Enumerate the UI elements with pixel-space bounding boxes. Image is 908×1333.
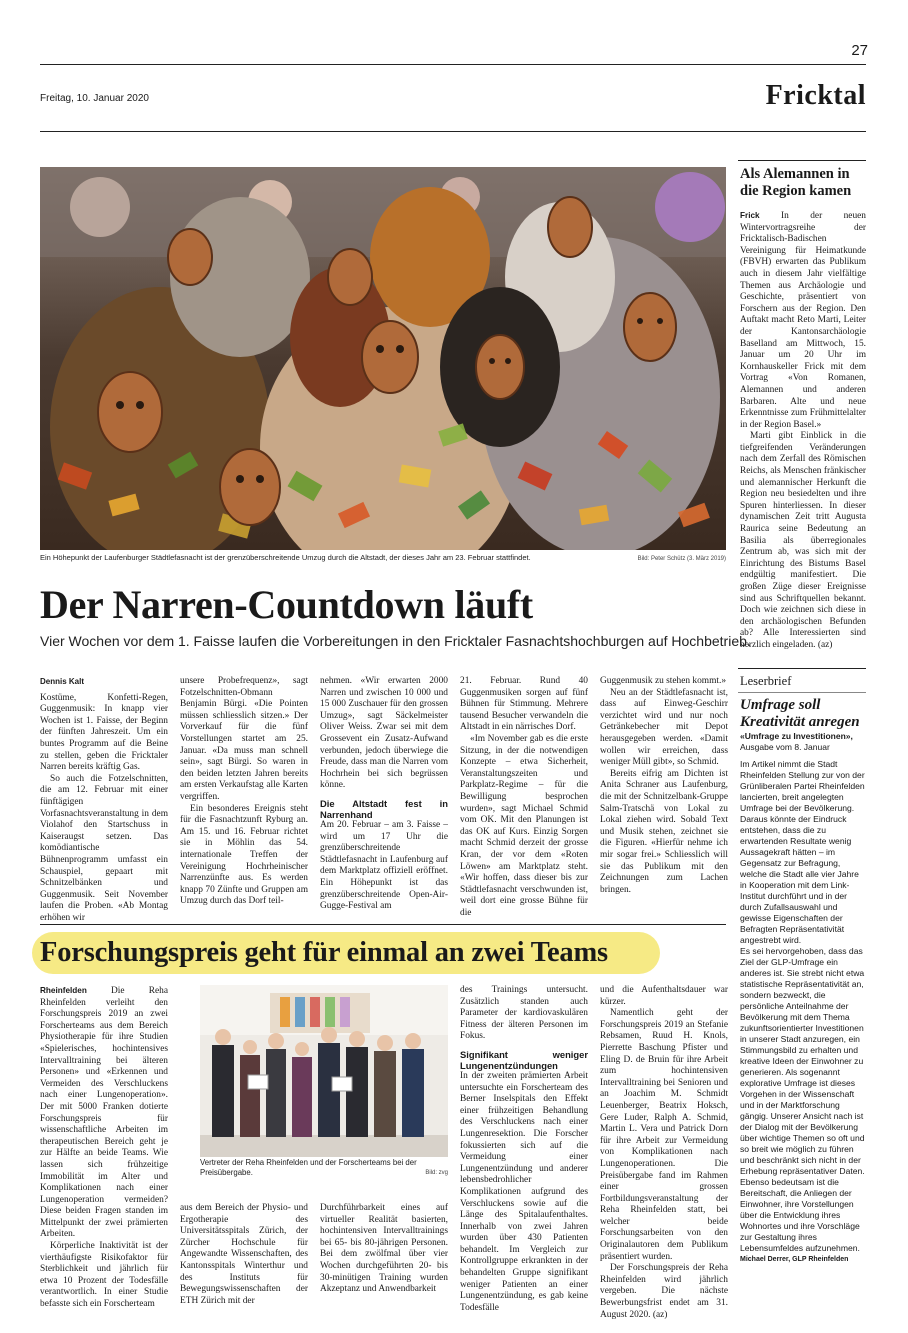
subhead: Signifikant weniger Lungenentzündungen — [460, 1048, 588, 1071]
second-col-1 — [40, 985, 168, 1311]
paragraph: Ein besonderes Ereignis steht für die Fasnachtzunft Ryburg an. Am 15. und 16. Februar richtet sie in Möhlin das 54. internationale Treffen der Vereinigung Hochrheinischer Narrenzünfte aus. Es werden knapp 70 Zünfte und Gruppen am Umzug durch das Dorf teil- — [180, 803, 308, 907]
leserbrief-signature: Michael Derrer, GLP Rheinfelden — [740, 1256, 849, 1263]
second-col-3 — [320, 1203, 448, 1296]
leserbrief-paragraph: Im Artikel nimmt die Stadt Rheinfelden Stellung zur von der Grünliberalen Partei Rheinfelden lancierten, breit angelegten Umfrage bei der Bevölkerung. Daraus könnte der Eindruck entstehen, dass die zu erwartenden Resultate wenig Aussagekraft hätten – im Gegensatz zur Befragung, welche die Stadt alle vier Jahre in Kooperation mit dem Link-Institut durchführt und in der durch Zufallsauswahl und gewisse Eigenschaften der Befragten Repräsentativität angestrebt wird. — [740, 759, 865, 945]
second-location: Rheinfelden — [40, 986, 87, 995]
main-col-5 — [600, 676, 728, 896]
leserbrief-ref-date: Ausgabe vom 8. Januar — [740, 742, 830, 752]
main-headline: Der Narren-Countdown läuft — [40, 582, 533, 627]
paragraph: unsere Probefrequenz», sagt Fotzelschnitten-Obmann Benjamin Bürgi. «Die Pointen müssen schliesslich sitzen.» Der Vorverkauf für die fünf Vorstellungen startet am 25. Januar. «Da muss man schnell sein», sagt Bürgi. So waren in den beiden letzten Jahren bereits am ersten Verkaufstag alle Karten vergriffen. — [180, 676, 308, 802]
main-col-2 — [180, 676, 308, 908]
byline: Dennis Kalt — [40, 677, 85, 686]
page-number: 27 — [851, 42, 868, 59]
paragraph: 21. Februar. Rund 40 Guggenmusiken sorgen auf fünf Bühnen für Stimmung. Mehrere tausend Besucher verwandeln die Altstadt in ein närrisches Dorf. — [460, 676, 588, 733]
leserbrief-rule-2 — [738, 692, 866, 693]
leserbrief-title: Umfrage soll Kreativität anregen — [740, 697, 860, 730]
top-rule — [40, 64, 866, 65]
photo-caption-text: Ein Höhepunkt der Laufenburger Städtlefasnacht ist der grenzüberschreitende Umzug durch die Altstadt, der dieses Jahr am 23. Februar stattfindet. — [40, 553, 531, 562]
leserbrief-rule — [738, 668, 866, 669]
paragraph: und die Aufenthaltsdauer war kürzer. — [600, 985, 728, 1007]
paragraph: So auch die Fotzelschnitten, die am 12. Februar mit einer fünftägigen Vorfasnachtsveranstaltung in dem Violahof den Startschuss in Kaiseraugst setzen. Das komödiantische Bühnenprogramm umfasst ein Schauspiel, gepaart mit Schnitzelbänken und Guggenmusik. Seit November laufen die Proben. «Ab Montag erhöhen wir — [40, 773, 168, 923]
paragraph: aus dem Bereich der Physio- und Ergotherapie des Universitätsspitals Zürich, der Zürcher Hochschule für Angewandte Wissenschaften, des Kantonsspitals Winterthur und des Instituts für Bewegungswissenschaften der ETH Zürich mit der — [180, 1203, 308, 1306]
paragraph: Bereits eifrig am Dichten ist Anita Schraner aus Laufenburg, die mit der Schnitzelbank-Gruppe Salm-Tratschä von Lokal zu Lokal ziehen wird. Sobald Text und Musik stehen, zeichnet sie die Figuren. «Hierfür nehme ich mir sogar frei.» Schliesslich will sie das Publikum mit den Zeichnungen zum Lachen bringen. — [600, 768, 728, 895]
award-photo — [200, 985, 448, 1157]
section-title: Fricktal — [765, 80, 866, 111]
photo-credit: Bild: Peter Schütz (3. März 2019) — [637, 556, 726, 562]
paragraph: Durchführbarkeit eines auf virtueller Realität basierten, hochintensiven Intervalltrainings bei 65- bis 80-jährigen Personen. Bei dem zwölfmal über vier Wochen durchgeführten 20- bis 30-minütigen Training wurden Akzeptanz und Anwendbarkeit — [320, 1203, 448, 1295]
main-col-4 — [460, 676, 588, 919]
paragraph: In der neuen Wintervortragsreihe der Fricktalisch-Badischen Vereinigung für Heimatkunde (FBVH) erwarten das Publikum auch in diesem Jahr vielfältige Themen aus Archäologie und Geschichte, präsentiert von Forschern aus der Region. Den Auftakt macht Reto Marti, Leiter der Kantonsarchäologie Baselland am Mittwoch, 15. Januar um 20 Uhr im Kornhauskeller Frick mit dem Vortrag «Von Romanen, Alemannen und anderen Barbaren. Alte und neue Erkenntnisse zum Frühmittelalter in der Region Basel.» — [740, 211, 866, 430]
paragraph: Neu an der Städtlefasnacht ist, dass auf Einweg-Geschirr verzichtet wird und nur noch Getränkebecher mit Depot herausgegeben werden. «Damit wollen wir erreichen, dass weniger Müll gibt», so Schmid. — [600, 687, 728, 768]
award-group-image — [200, 985, 448, 1157]
carnival-masks-image — [40, 167, 726, 550]
award-caption-text: Vertreter der Reha Rheinfelden und der Forscherteams bei der Preisübergabe. — [200, 1158, 417, 1177]
main-lead: Vier Wochen vor dem 1. Faisse laufen die Vorbereitungen in den Fricktaler Fasnachtshochburgen auf Hochbetrieb. — [40, 633, 751, 649]
sidebar-rule — [738, 160, 866, 161]
story-divider — [40, 924, 726, 925]
second-col-2 — [180, 1203, 308, 1307]
carnival-photo — [40, 167, 726, 550]
paragraph: Kostüme, Konfetti-Regen, Guggenmusik: In knapp vier Wochen ist 1. Faisse, der Beginn der fünften Jahreszeit. Um ein buntes Programm auf die Beine zu stellen, geben die Fricktaler Narren bereits kräftig Gas. — [40, 692, 168, 773]
sidebar-body — [740, 210, 866, 652]
paragraph: Der Forschungspreis der Reha Rheinfelden wird jährlich vergeben. Die nächste Bewerbungsfrist endet am 31. August 2020. (az) — [600, 1263, 728, 1320]
main-col-3 — [320, 676, 448, 913]
header-rule — [40, 131, 866, 132]
leserbrief-label: Leserbrief — [740, 674, 792, 688]
sidebar-title: Als Alemannen in die Region kamen — [740, 166, 852, 199]
leserbrief-paragraph: Es sei hervorgehoben, dass das Ziel der GLP-Umfrage ein anderes ist. Sie strebt nicht etwa statistische Repräsentativität an, sondern bezweckt, die persönliche Anteilnahme der Bevölkerung mit dem Thema zukunftsorientierter Investitionen in unserer Stadt anzuregen, ein Stimmungsbild zu erhalten und kreative Ideen der Einwohner zu generieren. Als sogenannt explorative Umfrage ist dieses Vorgehen in der Wissenschaft und in der Marktforschung gängig. Unserer Ansicht nach ist der Dialog mit der Bevölkerung über wichtige Themen so oft und so breit wie möglich zu führen und beschränkt sich nicht in der Erhebung repräsentativer Daten. Ebenso bedeutsam ist die Bereitschaft, die Anliegen der Einwohner, ihre Vorstellungen über die Entwicklung ihres Wohnortes und ihre Vorschläge zur Gestaltung ihres Lebensumfeldes aufzunehmen. — [740, 946, 865, 1253]
second-col-5 — [600, 985, 728, 1321]
subhead: Die Altstadt fest in Narrenhand — [320, 797, 448, 820]
award-credit: Bild: zvg — [425, 1170, 448, 1176]
second-col-4 — [460, 985, 588, 1314]
paragraph: des Trainings untersucht. Zusätzlich standen auch Parameter der kardiovaskulären Fitness der älteren Personen im Fokus. — [460, 985, 588, 1042]
leserbrief-ref-title: «Umfrage zu Investitionen», — [740, 731, 853, 741]
photo-caption — [40, 553, 726, 563]
paragraph: nehmen. «Wir erwarten 2000 Narren und zwischen 10 000 und 15 000 Zuschauer für den grossen Umzug», sagt Säckelmeister Oliver Weiss. Zwar sei mit dem Grossevent ein Zusatz-Aufwand verbunden, jedoch überwiege die Freude, dass man die Narren vom Hochrhein bei sich begrüssen könne. — [320, 676, 448, 791]
main-col-1 — [40, 676, 168, 924]
award-caption — [200, 1158, 448, 1178]
paragraph: Namentlich geht der Forschungspreis 2019 an Stefanie Rebsamen, Ruud H. Knols, Pierrette Baschung Pfister und Eling D. de Bruin für ihre Arbeit zum hochintensiven Intervalltraining bei Senioren und an Joachim M. Schmidt Leuenberger, Beatrix Hoksch, Gere Luder, Ralph A. Schmid, Martin L. Vera und Patrick Dorn für ihre Arbeit zur Vermeidung von Komplikationen nach Lungenoperationen. Die Preisübergabe fand im Rahmen einer grossen Fortbildungsveranstaltung der Reha Rheinfelden statt, bei welcher beide Forschungsarbeiten von den Originalautoren dem Publikum präsentiert wurden. — [600, 1008, 728, 1262]
paragraph: Am 20. Februar – am 3. Faisse – wird um 17 Uhr die grenzüberschreitende Städtlefasnacht in Laufenburg auf dem Marktplatz offiziell eröffnet. Ein Höhepunkt ist das grenzüberschreitende Open-Air-Gugge-Festival am — [320, 819, 448, 912]
sidebar-location: Frick — [740, 211, 760, 220]
paragraph: Guggenmusik zu stehen kommt.» — [600, 676, 727, 686]
paragraph: In der zweiten prämierten Arbeit untersuchte ein Forscherteam des Berner Inselspitals den Effekt einer frühzeitigen Behandlung des Verschluckens nach einer Lungenresektion. Die Forscher fokussierten sich auf die Vermeidung einer Lungenentzündung und anderer lebensbedrohlicher Komplikationen aufgrund des Verschluckens sowie auf die Länge des Spitalaufenthaltes. Innerhalb von zwei Jahren wurden über 430 Patienten behandelt. Im Vergleich zur Kontrollgruppe erkrankten in der behandelten Gruppe signifikant weniger Patienten an einer Lungenentzündung, es gab keine Todesfälle — [460, 1070, 588, 1313]
issue-date: Freitag, 10. Januar 2020 — [40, 93, 149, 104]
leserbrief — [740, 697, 868, 1263]
paragraph: Die Reha Rheinfelden verleiht den Forschungspreis 2019 an zwei Forscherteams aus dem Bereich Physiotherapie für ihre Studien «Spielerisches, hochintensives Intervalltraining bei älteren Personen» und «Erkennen und Vermeiden des Verschluckens nach einer Lungenoperation». Der mit 5000 Franken dotierte Forschungspreis für wissenschaftliche Arbeiten im therapeutischen Bereich geht je zur Hälfte an beide Teams. Wie lassen sich frühzeitige Immobilität im Alter und Komplikationen nach einer Lungenoperation vermeiden? Diese beiden Fragen standen im Mittelpunkt der zwei prämierten Arbeiten. — [40, 986, 168, 1240]
paragraph: «Im November gab es die erste Sitzung, in der die notwendigen Konzepte – etwa Sicherheit, Veranstaltungszeiten und Parkplatz-Regime – für die Bewilligung besprochen wurden», sagt Michael Schmid vom OK. Mit den Planungen ist das OK auf Kurs. Einzig Sorgen macht Schmid derzeit der grosse Kran, der vor dem «Roten Löwen» am Marktplatz steht. «Wir hoffen, dass dieser bis zur Städtlefasnacht verschwunden ist, weil dort eine grosse Bühne für die — [460, 733, 588, 918]
second-headline: Forschungspreis geht für einmal an zwei Teams — [40, 937, 608, 968]
paragraph: Marti gibt Einblick in die tiefgreifenden Veränderungen nach dem Zerfall des Römischen Reichs, als Menschen fränkischer und alemannischer Herkunft die Region neu besiedelten und ihre Spuren hinterliessen. In dieser dynamischen Zeit tritt Augusta Raurica seine Bedeutung an Basilia als überregionales Zentrum ab, was sich mit der Einrichtung des Bistums Basel endgültig manifestiert. Die großen Züge dieser Ereignisse sind aus Schriftquellen bekannt. Doch wie zeichnen sich diese in den archäologischen Befunden ab? Alle Interessierten sind herzlich eingeladen. (az) — [740, 431, 866, 650]
paragraph: Körperliche Inaktivität ist der vierthäufigste Risikofaktor für Sterblichkeit und jährlich für etwa 10 Prozent der Todesfälle verantwortlich. In einer Studie befasste sich ein Forscherteam — [40, 1241, 168, 1310]
